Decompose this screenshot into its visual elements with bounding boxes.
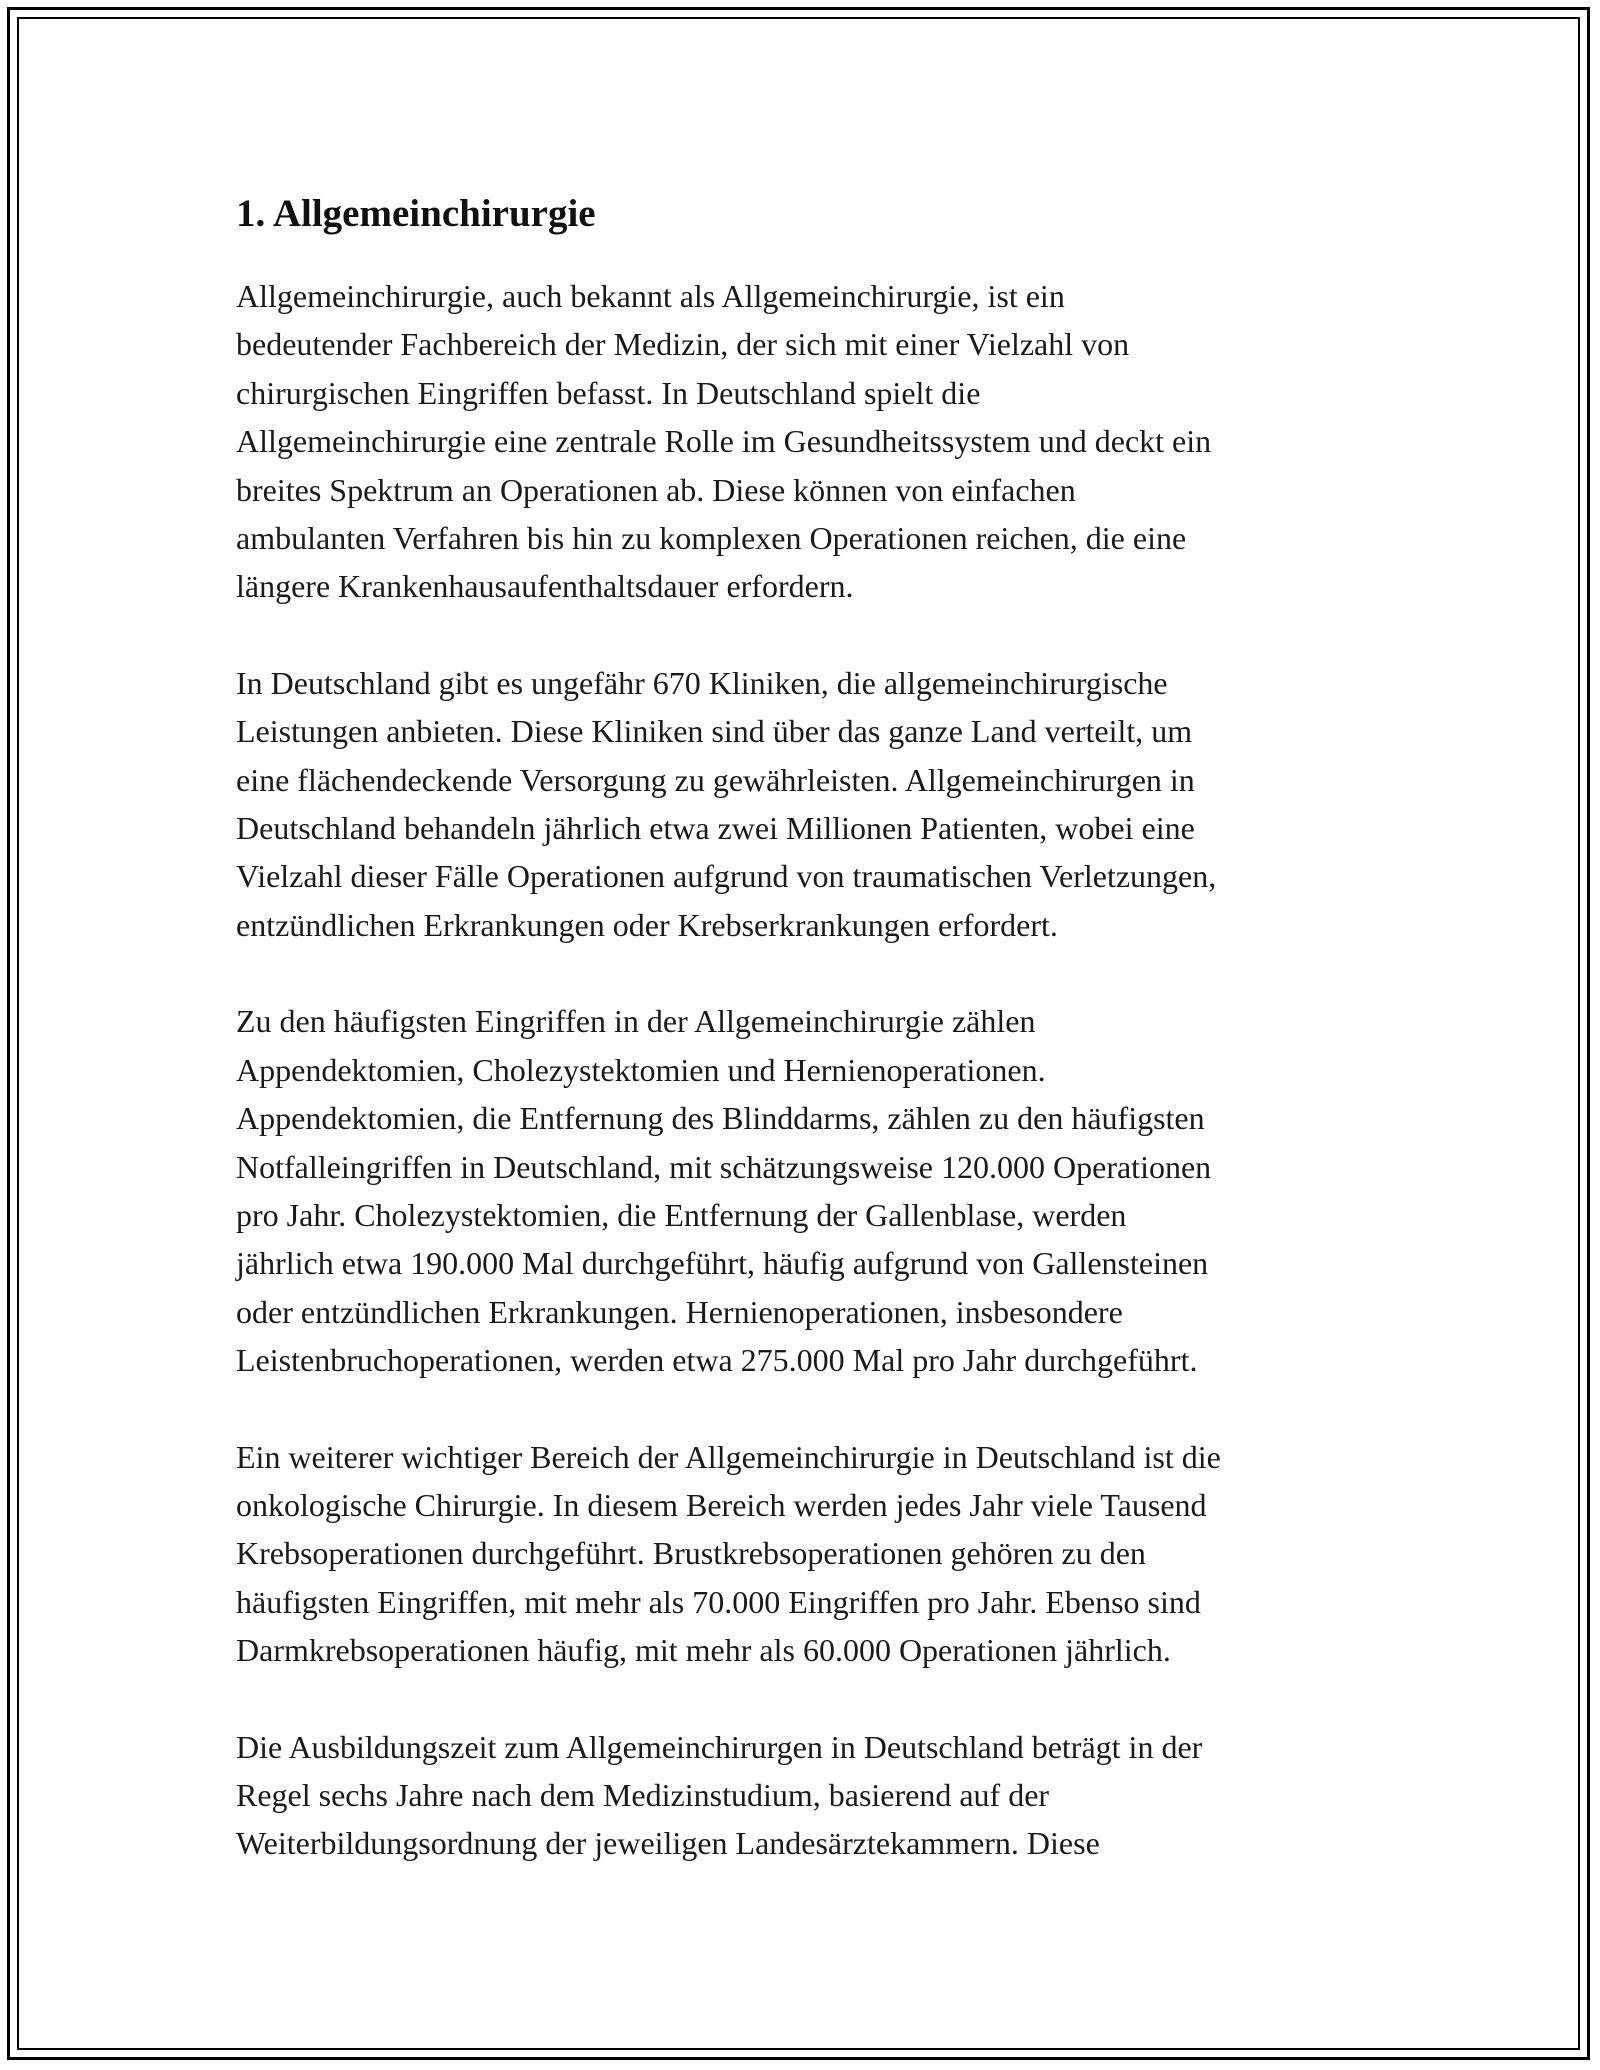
- paragraph-introduction: Allgemeinchirurgie, auch bekannt als Allgemeinchirurgie, ist ein bedeutender Fachbereich der Medizin, der sich mit einer Vielzahl von chirurgischen Eingriffen befasst. In Deutschland spielt die Allgemeinchirurgie eine zentrale Rolle im Gesundheitssystem und deckt ein breites Spektrum an Operationen ab. Diese können von einfachen ambulanten Verfahren bis hin zu komplexen Operationen reichen, die eine längere Krankenhausaufenthaltsdauer erfordern.: [236, 278, 1212, 605]
- paragraph-clinics: In Deutschland gibt es ungefähr 670 Kliniken, die allgemeinchirurgische Leistungen anbieten. Diese Kliniken sind über das ganze Land verteilt, um eine flächendeckende Versorgung zu gewährleisten. Allgemeinchirurgen in Deutschland behandeln jährlich etwa zwei Millionen Patienten, wobei eine Vielzahl dieser Fälle Operationen aufgrund von traumatischen Verletzungen, entzündlichen Erkrankungen oder Krebserkrankungen erfordert.: [236, 664, 1217, 943]
- paragraph-oncologic-surgery: Ein weiterer wichtiger Bereich der Allgemeinchirurgie in Deutschland ist die onkologische Chirurgie. In diesem Bereich werden jedes Jahr viele Tausend Krebsoperationen durchgeführt. Brustkrebsoperationen gehören zu den häufigsten Eingriffen, mit mehr als 70.000 Eingriffen pro Jahr. Ebenso sind Darmkrebsoperationen häufig, mit mehr als 60.000 Operationen jährlich.: [236, 1438, 1221, 1669]
- paragraph-training: Die Ausbildungszeit zum Allgemeinchirurgen in Deutschland beträgt in der Regel sechs Jahre nach dem Medizinstudium, basierend auf der Weiterbildungsordnung der jeweiligen Landesärztekammern. Diese: [236, 1728, 1203, 1862]
- document-body: [236, 186, 1386, 1916]
- section-title: 1. Allgemeinchirurgie: [236, 192, 596, 235]
- paragraph-common-procedures: Zu den häufigsten Eingriffen in der Allgemeinchirurgie zählen Appendektomien, Cholezystektomien und Hernienoperationen. Appendektomien, die Entfernung des Blinddarms, zählen zu den häufigsten Notfalleingriffen in Deutschland, mit schätzungsweise 120.000 Operationen pro Jahr. Cholezystektomien, die Entfernung der Gallenblase, werden jährlich etwa 190.000 Mal durchgeführt, häufig aufgrund von Gallensteinen oder entzündlichen Erkrankungen. Hernienoperationen, insbesondere Leistenbruchoperationen, werden etwa 275.000 Mal pro Jahr durchgeführt.: [236, 1003, 1212, 1379]
